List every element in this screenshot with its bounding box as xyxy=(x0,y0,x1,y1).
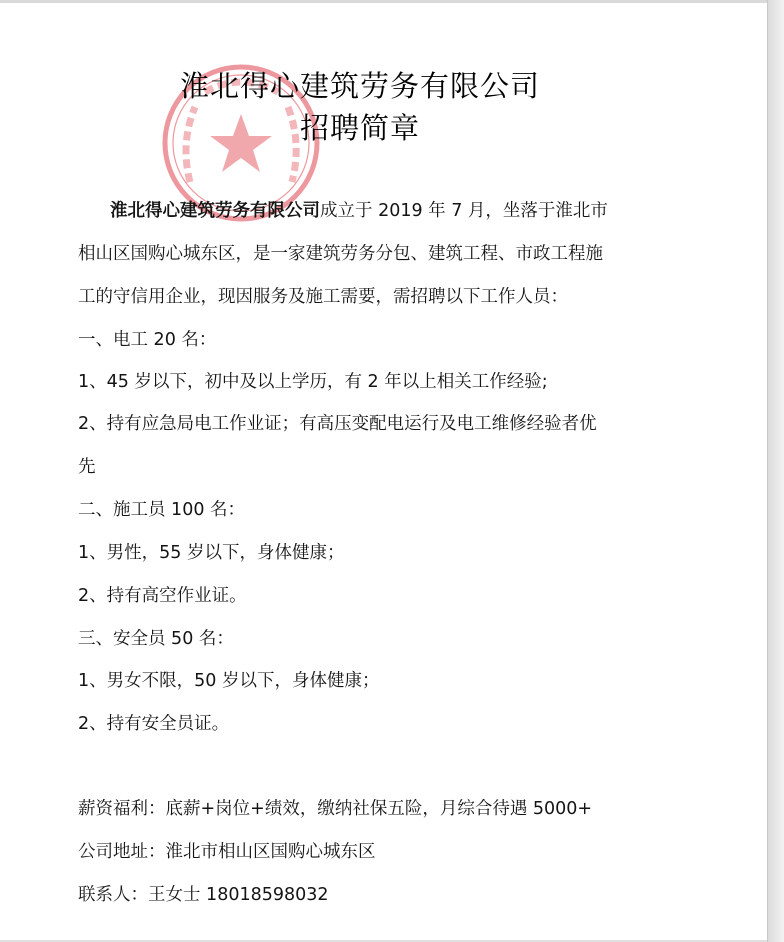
list-item: 2、持有高空作业证。 xyxy=(78,586,247,606)
contact-person: 联系人：王女士 18018598032 xyxy=(78,885,329,905)
list-item: 先 xyxy=(78,457,96,477)
section-heading-safety-officer: 三、安全员 50 名： xyxy=(78,629,234,649)
list-item: 1、男女不限，50 岁以下，身体健康； xyxy=(78,671,380,691)
salary-benefits: 薪资福利：底薪+岗位+绩效，缴纳社保五险，月综合待遇 5000+ xyxy=(78,799,593,819)
intro-line-3: 工的守信用企业，现因服务及施工需要，需招聘以下工作人员： xyxy=(78,287,568,307)
intro-line-1-rest: 成立于 2019 年 7 月，坐落于淮北市 xyxy=(320,201,608,221)
intro-line-2: 相山区国购心城东区，是一家建筑劳务分包、建筑工程、市政工程施 xyxy=(78,244,603,264)
list-item: 1、男性，55 岁以下，身体健康； xyxy=(78,543,345,563)
list-item: 2、持有安全员证。 xyxy=(78,714,230,734)
page-top-edge xyxy=(0,0,768,3)
list-item: 1、45 岁以下，初中及以上学历，有 2 年以上相关工作经验; xyxy=(78,372,548,392)
company-address: 公司地址：淮北市相山区国购心城东区 xyxy=(78,842,376,862)
intro-company-name: 淮北得心建筑劳务有限公司 xyxy=(110,201,320,221)
page-right-gutter xyxy=(767,0,784,942)
document-subtitle: 招聘简章 xyxy=(299,111,420,145)
section-heading-electrician: 一、电工 20 名： xyxy=(78,330,217,350)
document-title: 淮北得心建筑劳务有限公司 xyxy=(179,69,540,103)
list-item: 2、持有应急局电工作业证；有高压变配电运行及电工维修经验者优 xyxy=(78,414,597,434)
intro-line-1 xyxy=(110,199,608,223)
section-heading-constructor: 二、施工员 100 名： xyxy=(78,500,246,520)
